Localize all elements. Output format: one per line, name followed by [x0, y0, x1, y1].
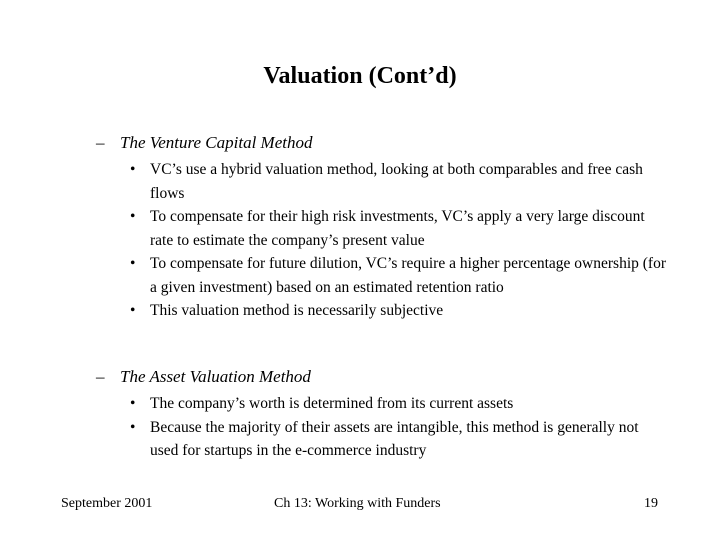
- list-item: [130, 416, 670, 463]
- bullet-text: This valuation method is necessarily subjective: [150, 302, 444, 319]
- bullet-marker: •: [130, 208, 136, 225]
- bullet-marker: •: [130, 255, 136, 272]
- bullet-text: The company’s worth is determined from its current assets: [150, 395, 514, 412]
- bullet-text: Because the majority of their assets are intangible, this method is generally not used for startups in the e-commerce industry: [150, 418, 639, 459]
- bullet-text: To compensate for future dilution, VC’s require a higher percentage ownership (for a given investment) based on an estimated retention ratio: [150, 255, 666, 296]
- footer-chapter: Ch 13: Working with Funders: [274, 496, 441, 511]
- footer-page-number: 19: [644, 496, 658, 511]
- list-item: [130, 158, 670, 205]
- bullet-text: To compensate for their high risk investments, VC’s apply a very large discount rate to estimate the company’s present value: [150, 208, 645, 249]
- bullet-marker: •: [130, 302, 136, 319]
- bullet-marker: •: [130, 161, 136, 178]
- bullet-marker: •: [130, 418, 136, 436]
- footer-date: September 2001: [61, 496, 153, 511]
- section-heading-text: The Venture Capital Method: [120, 133, 313, 152]
- list-item: [130, 205, 670, 252]
- dash-marker: –: [96, 367, 105, 386]
- list-item: [130, 392, 670, 416]
- section-heading-text: The Asset Valuation Method: [120, 367, 311, 386]
- bullet-text: VC’s use a hybrid valuation method, looking at both comparables and free cash flows: [150, 161, 643, 202]
- list-item: [130, 299, 670, 323]
- bullet-list-asset-valuation: [130, 392, 670, 463]
- slide-title: Valuation (Cont’d): [263, 63, 457, 89]
- bullet-list-venture-capital: [130, 158, 670, 323]
- dash-marker: –: [96, 133, 105, 152]
- list-item: [130, 252, 670, 299]
- bullet-marker: •: [130, 395, 136, 412]
